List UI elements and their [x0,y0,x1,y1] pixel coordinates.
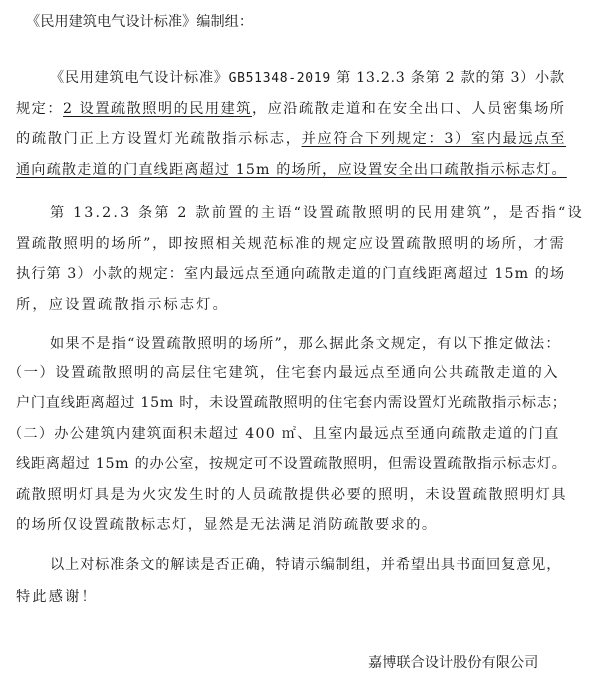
text-run: 所，应设置疏散指示标志灯。 [16,297,230,313]
text-run: 置疏散照明的场所”，即按照相关规范标准的规定应设置疏散照明的场所，才需 [16,236,566,252]
text-run: （二）办公建筑内建筑面积未超过 400 ㎡、且室内最远点至通向疏散走道的门直 [8,426,560,442]
paragraph-3-line-6 [16,485,567,505]
underlined-text: 2 设置疏散照明的民用建筑 [63,101,252,117]
paragraph-2-line-3 [16,264,565,284]
paragraph-1-line-4 [16,160,567,180]
text-run: 户门直线距离超过 15m 时，未设置疏散照明的住宅套内需设置灯光疏散指示标志； [16,395,567,411]
text-run: 第 13.2.3 条第 2 款前置的主语“设置疏散照明的民用建筑”，是否指“设 [50,205,584,221]
paragraph-3-line-1 [50,334,561,354]
paragraph-4-line-2 [16,587,98,607]
text-run: 规定： [16,101,64,117]
paragraph-3-line-4 [8,424,560,444]
paragraph-1-line-1 [50,68,565,89]
salutation: 《民用建筑电气设计标准》编制组： [26,14,254,30]
text-run: 以上对标准条文的解读是否正确，特请示编制组，并希望出具书面回复意见， [50,557,562,573]
text-run: 第 13.2.3 条第 2 款的第 3）小款 [330,70,565,86]
text-run: 执行第 3）小款的规定：室内最远点至通向疏散走道的门直线距离超过 15m 的场 [16,266,566,282]
text-run: 《民用建筑电气设计标准》 [50,70,229,86]
text-run: 特此感谢！ [16,589,98,605]
signature: 嘉博联合设计股份有限公司 [368,655,539,671]
paragraph-3-line-3 [16,393,567,413]
paragraph-1-line-3 [16,129,566,149]
paragraph-2-line-1 [50,203,584,223]
paragraph-1-line-2 [16,99,565,119]
text-run: 如果不是指“设置疏散照明的场所”，那么据此条文规定，有以下推定做法： [50,336,561,352]
text-run: 线距离超过 15m 的办公室，按规定可不设置疏散照明，但需设置疏散指示标志灯。 [16,456,567,472]
paragraph-2-line-4 [16,295,229,315]
underlined-text: 并应符合下列规定：3）室内最远点至 [301,131,567,147]
underlined-text: 通向疏散走道的门直线距离超过 15m 的场所，应设置安全出口疏散指示标志灯。 [16,162,567,178]
text-run: 疏散照明灯具是为火灾发生时的人员疏散提供必要的照明，未设置疏散照明灯具 [16,487,568,503]
paragraph-4-line-1 [50,555,561,575]
paragraph-2-line-2 [16,234,565,254]
paragraph-3-line-7 [16,515,438,535]
paragraph-3-line-2 [8,363,559,383]
text-run: （一）设置疏散照明的高层住宅建筑，住宅套内最远点至通向公共疏散走道的入 [8,365,560,381]
paragraph-3-line-5 [16,454,567,474]
text-run: 的场所仅设置疏散标志灯，显然是无法满足消防疏散要求的。 [16,517,438,533]
text-run: ，应沿疏散走道和在安全出口、人员密集场所 [251,101,566,117]
text-run: GB51348-2019 [228,71,331,86]
text-run: 的疏散门正上方设置灯光疏散指示标志， [16,131,302,147]
